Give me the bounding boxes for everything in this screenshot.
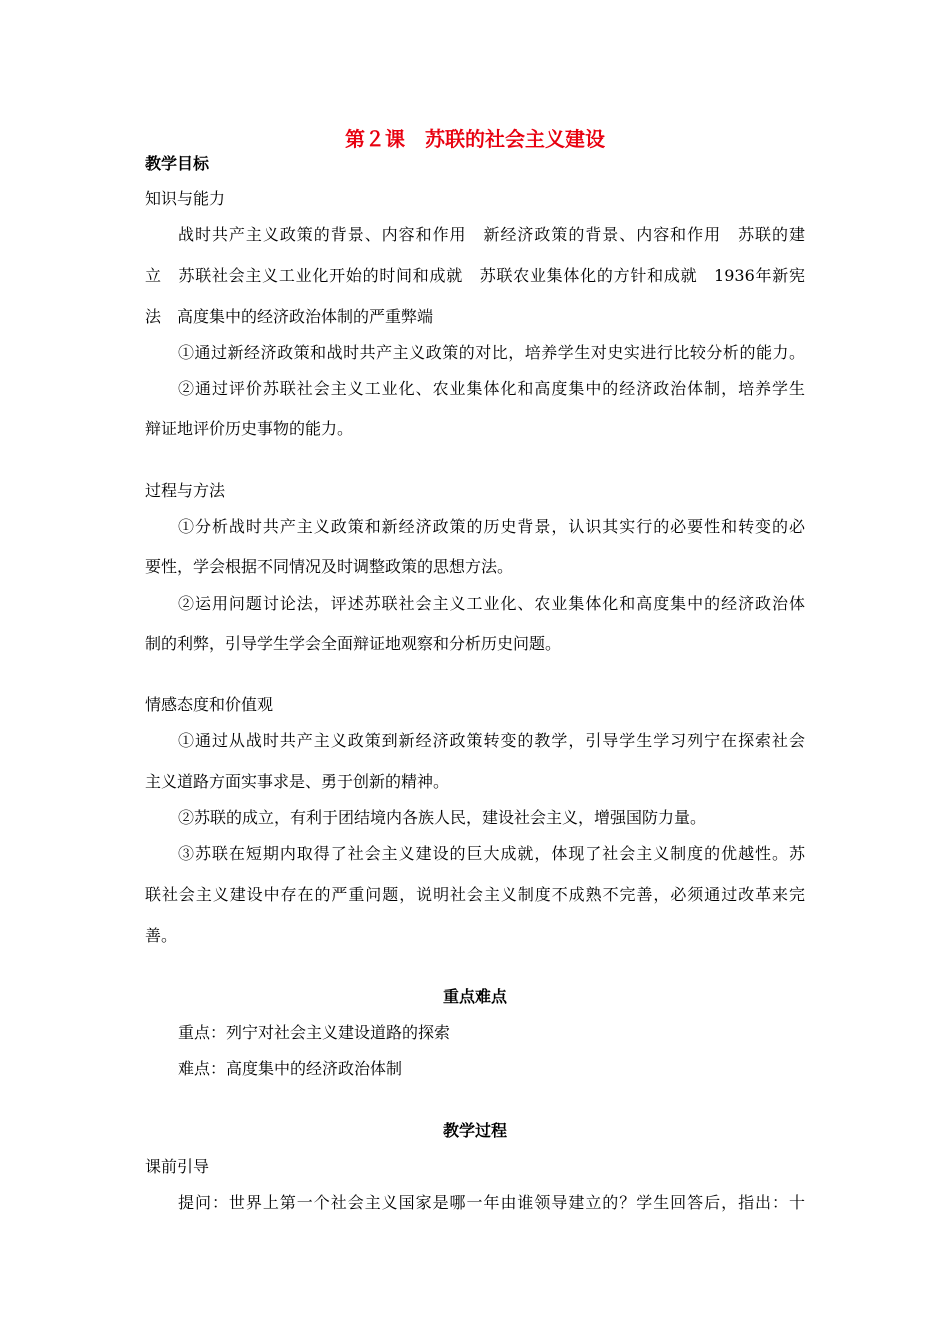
key-point-focus: 重点：列宁对社会主义建设道路的探索 xyxy=(178,1023,451,1042)
process-paragraph-1b: 要性，学会根据不同情况及时调整政策的思想方法。 xyxy=(145,557,514,576)
values-paragraph-3b: 联社会主义建设中存在的严重问题，说明社会主义制度不成熟不完善，必须通过改革来完 xyxy=(145,885,805,904)
lesson-title: 第２课 苏联的社会主义建设 xyxy=(345,127,605,151)
objectives-heading: 教学目标 xyxy=(145,154,210,173)
values-paragraph-1a: ①通过从战时共产主义政策到新经济政策转变的教学，引导学生学习列宁在探索社会 xyxy=(178,731,805,750)
knowledge-paragraph-2a: ②通过评价苏联社会主义工业化、农业集体化和高度集中的经济政治体制，培养学生 xyxy=(178,379,805,398)
knowledge-line-3: 法 高度集中的经济政治体制的严重弊端 xyxy=(145,307,434,326)
key-point-difficulty: 难点：高度集中的经济政治体制 xyxy=(178,1059,403,1078)
teaching-process-heading: 教学过程 xyxy=(442,1121,507,1140)
values-paragraph-3a: ③苏联在短期内取得了社会主义建设的巨大成就，体现了社会主义制度的优越性。苏 xyxy=(178,844,805,863)
values-heading: 情感态度和价值观 xyxy=(145,695,274,714)
values-paragraph-3c: 善。 xyxy=(145,926,178,945)
key-points-heading: 重点难点 xyxy=(442,987,507,1006)
knowledge-paragraph-1: ①通过新经济政策和战时共产主义政策的对比，培养学生对史实进行比较分析的能力。 xyxy=(178,343,805,362)
values-paragraph-1b: 主义道路方面实事求是、勇于创新的精神。 xyxy=(145,772,450,791)
process-paragraph-1a: ①分析战时共产主义政策和新经济政策的历史背景，认识其实行的必要性和转变的必 xyxy=(178,517,805,536)
pre-class-text: 提问：世界上第一个社会主义国家是哪一年由谁领导建立的？学生回答后，指出：十 xyxy=(178,1193,805,1212)
knowledge-line-1: 战时共产主义政策的背景、内容和作用 新经济政策的背景、内容和作用 苏联的建 xyxy=(178,225,805,244)
knowledge-heading: 知识与能力 xyxy=(145,189,226,208)
pre-class-heading: 课前引导 xyxy=(145,1157,210,1176)
values-paragraph-2: ②苏联的成立，有利于团结境内各族人民，建设社会主义，增强国防力量。 xyxy=(178,808,707,827)
process-heading: 过程与方法 xyxy=(145,481,226,500)
knowledge-line-2: 立 苏联社会主义工业化开始的时间和成就 苏联农业集体化的方针和成就 1936年新宪 xyxy=(145,266,805,285)
knowledge-paragraph-2b: 辩证地评价历史事物的能力。 xyxy=(145,419,354,438)
process-paragraph-2a: ②运用问题讨论法，评述苏联社会主义工业化、农业集体化和高度集中的经济政治体 xyxy=(178,594,805,613)
process-paragraph-2b: 制的利弊，引导学生学会全面辩证地观察和分析历史问题。 xyxy=(145,634,562,653)
